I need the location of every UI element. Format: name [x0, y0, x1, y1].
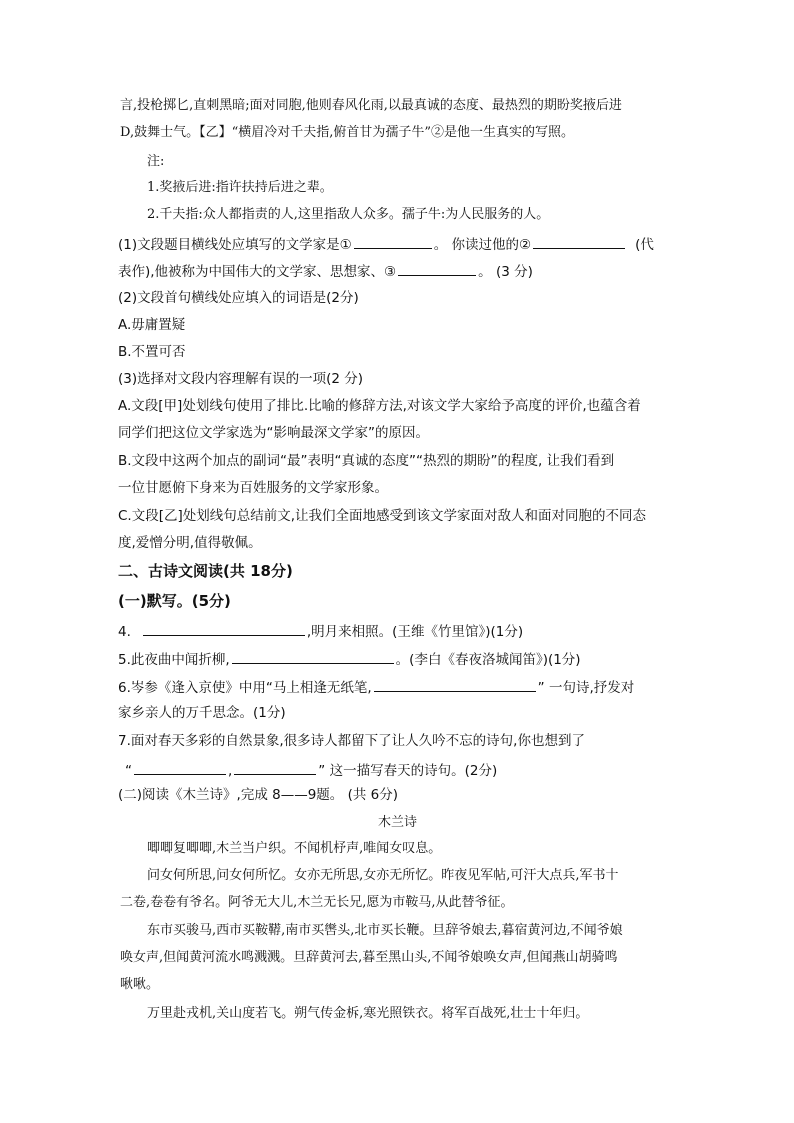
section-2-sub-2: (二)阅读《木兰诗》,完成 8——9题。 (共 6分) — [118, 787, 398, 803]
q1-text-c: (代 — [635, 237, 654, 253]
q4-line — [118, 621, 523, 641]
q4-number: 4. — [118, 624, 131, 640]
poem-paragraph-3-line-1: 东市买骏马,西市买鞍鞯,南市买辔头,北市买长鞭。旦辞爷娘去,暮宿黄河边,不闻爷娘 — [147, 923, 623, 938]
poem-paragraph-1: 唧唧复唧唧,木兰当户织。不闻机杼声,唯闻女叹息。 — [147, 841, 442, 856]
q1-text-b: 。 你读过他的② — [433, 237, 532, 253]
q4-blank[interactable] — [143, 621, 305, 636]
passage-line-2: D,鼓舞士气。【乙】“横眉冷对千夫指,俯首甘为孺子牛”②是他一生真实的写照。 — [120, 125, 575, 140]
q7-line-1: 7.面对春天多彩的自然景象,很多诗人都留下了让人久吟不忘的诗句,你也想到了 — [118, 733, 585, 749]
q3-c-line-1: C.文段[乙]处划线句总结前文,让我们全面地感受到该文学家面对敌人和面对同胞的不同态 — [118, 508, 647, 524]
poem-paragraph-4: 万里赴戎机,关山度若飞。朔气传金柝,寒光照铁衣。将军百战死,壮士十年归。 — [147, 1006, 589, 1021]
section-2-title: 二、古诗文阅读(共 18分) — [118, 562, 293, 580]
q6-text-a: 6.岑参《逢入京使》中用“马上相逢无纸笔, — [118, 680, 372, 696]
poem-paragraph-2-line-1: 问女何所思,问女何所忆。女亦无所思,女亦无所忆。昨夜见军帖,可汗大点兵,军书十 — [147, 868, 619, 883]
note-label: 注: — [147, 154, 165, 169]
q5-text-b: 。(李白《春夜洛城闻笛》)(1分) — [395, 652, 581, 668]
q1-line-2 — [118, 261, 533, 281]
q7-blank-2[interactable] — [234, 760, 316, 775]
q5-blank[interactable] — [232, 649, 394, 664]
q6-blank[interactable] — [374, 677, 536, 692]
section-2-sub-1: (一)默写。(5分) — [118, 592, 231, 610]
note-2: 2.千夫指:众人都指责的人,这里指敌人众多。孺子牛:为人民服务的人。 — [147, 207, 550, 222]
q3-a-line-2: 同学们把这位文学家选为“影响最深文学家”的原因。 — [118, 425, 429, 441]
q1-text-e: 。 (3 分) — [478, 264, 533, 280]
q7-line-2 — [125, 760, 497, 780]
note-1: 1.奖掖后进:指许扶持后进之辈。 — [147, 180, 333, 195]
q2-option-a: A.毋庸置疑 — [118, 317, 186, 333]
poem-paragraph-3-line-2: 唤女声,但闻黄河流水鸣溅溅。旦辞黄河去,暮至黑山头,不闻爷娘唤女声,但闻燕山胡骑鸣 — [120, 950, 618, 965]
q6-text-b: ” 一句诗,抒发对 — [537, 680, 635, 696]
q3-b-line-1: B.文段中这两个加点的副词“最”表明“真诚的态度”“热烈的期盼”的程度, 让我们看到 — [118, 453, 615, 469]
q1-text-d: 表作),他被称为中国伟大的文学家、思想家、③ — [118, 264, 397, 280]
q3-b-line-2: 一位甘愿俯下身来为百姓服务的文学家形象。 — [118, 480, 388, 496]
q3-stem: (3)选择对文段内容理解有误的一项(2 分) — [118, 371, 364, 387]
q1-blank-1[interactable] — [354, 234, 432, 249]
q2-stem: (2)文段首句横线处应填入的词语是(2分) — [118, 290, 359, 306]
q3-c-line-2: 度,爱憎分明,值得敬佩。 — [118, 535, 262, 551]
q7-blank-1[interactable] — [134, 760, 226, 775]
q1-blank-2[interactable] — [533, 234, 625, 249]
q7-open-quote: “ — [125, 763, 132, 779]
q6-line-2: 家乡亲人的万千思念。(1分) — [118, 705, 286, 721]
q5-line — [118, 649, 581, 669]
poem-paragraph-3-line-3: 啾啾。 — [120, 977, 160, 992]
q7-text: ” 这一描写春天的诗句。(2分) — [318, 763, 498, 779]
passage-line-1: 言,投枪掷匕,直刺黑暗;面对同胞,他则春风化雨,以最真诚的态度、最热烈的期盼奖掖后进 — [120, 98, 622, 113]
q4-text: ,明月来相照。(王维《竹里馆》)(1分) — [306, 624, 524, 640]
q1-text-a: (1)文段题目横线处应填写的文学家是① — [118, 237, 352, 253]
q1-line-1 — [118, 234, 654, 254]
q1-blank-3[interactable] — [398, 261, 476, 276]
q7-comma: , — [228, 763, 233, 779]
q5-text-a: 5.此夜曲中闻折柳, — [118, 652, 230, 668]
poem-title: 木兰诗 — [378, 815, 418, 830]
q6-line-1 — [118, 677, 634, 697]
q2-option-b: B.不置可否 — [118, 344, 186, 360]
q3-a-line-1: A.文段[甲]处划线句使用了排比.比喻的修辞方法,对该文学大家给予高度的评价,也蕴含着 — [118, 398, 641, 414]
poem-paragraph-2-line-2: 二卷,卷卷有爷名。阿爷无大儿,木兰无长兄,愿为市鞍马,从此替爷征。 — [120, 895, 514, 910]
